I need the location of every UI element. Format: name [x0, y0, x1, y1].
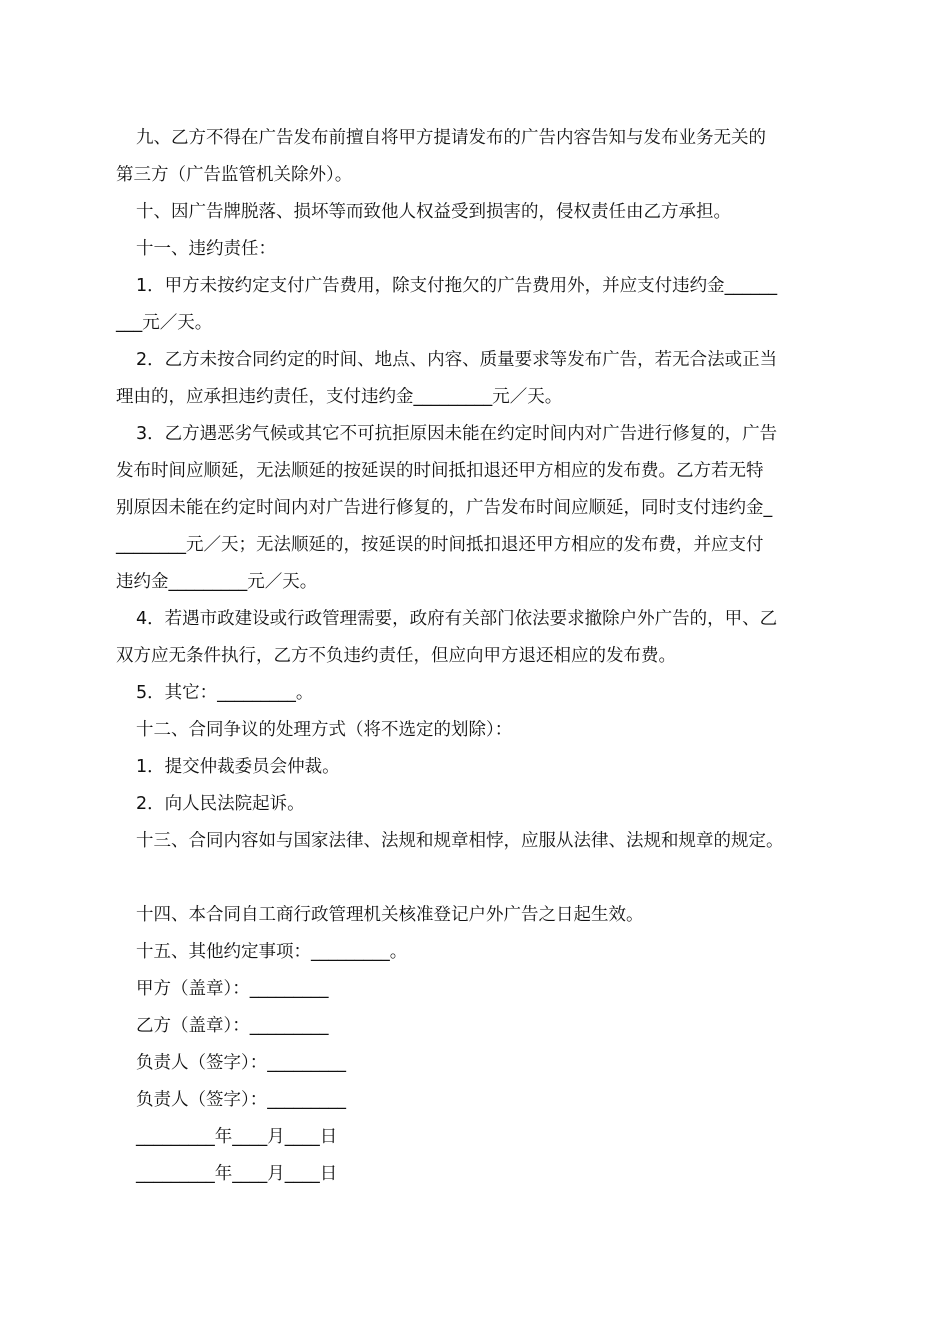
- responsible-signature-1: 负责人（签字）：_________: [136, 1053, 346, 1073]
- clause-10: 十、因广告牌脱落、损坏等而致他人权益受到损害的，侵权责任由乙方承担。: [136, 202, 731, 222]
- party-a-seal: 甲方（盖章）：_________: [136, 979, 329, 999]
- clause-11-item-2-line-1: 2．乙方未按合同约定的时间、地点、内容、质量要求等发布广告，若无合法或正当: [136, 350, 778, 370]
- responsible-signature-2: 负责人（签字）：_________: [136, 1090, 346, 1110]
- date-line-1: _________年____月____日: [136, 1127, 338, 1147]
- party-b-seal: 乙方（盖章）：_________: [136, 1016, 329, 1036]
- clause-11-item-1-line-2: ___元／天。: [116, 313, 213, 333]
- clause-11-item-3-line-5: 违约金_________元／天。: [116, 572, 318, 592]
- clause-11-heading: 十一、违约责任：: [136, 239, 276, 259]
- contract-body: [116, 120, 838, 1193]
- blank-line: [116, 860, 838, 897]
- clause-11-item-4-line-2: 双方应无条件执行，乙方不负违约责任，但应向甲方退还相应的发布费。: [116, 646, 676, 666]
- clause-11-item-2-line-2: 理由的，应承担违约责任，支付违约金_________元／天。: [116, 387, 563, 407]
- clause-11-item-4-line-1: 4．若遇市政建设或行政管理需要，政府有关部门依法要求撤除户外广告的，甲、乙: [136, 609, 778, 629]
- clause-12-item-1: 1．提交仲裁委员会仲裁。: [136, 757, 340, 777]
- date-line-2: _________年____月____日: [136, 1164, 338, 1184]
- clause-11-item-3-line-2: 发布时间应顺延，无法顺延的按延误的时间抵扣退还甲方相应的发布费。乙方若无特: [116, 461, 764, 481]
- clause-13: 十三、合同内容如与国家法律、法规和规章相悖，应服从法律、法规和规章的规定。: [136, 831, 784, 851]
- clause-11-item-5: 5．其它：_________。: [136, 683, 314, 703]
- clause-11-item-3-line-1: 3．乙方遇恶劣气候或其它不可抗拒原因未能在约定时间内对广告进行修复的，广告: [136, 424, 778, 444]
- clause-14: 十四、本合同自工商行政管理机关核准登记户外广告之日起生效。: [136, 905, 644, 925]
- clause-9-line-2: 第三方（广告监管机关除外）。: [116, 165, 353, 185]
- clause-11-item-3-line-4: ________元／天；无法顺延的，按延误的时间抵扣退还甲方相应的发布费，并应支付: [116, 535, 764, 555]
- clause-11-item-3-line-3: 别原因未能在约定时间内对广告进行修复的，广告发布时间应顺延，同时支付违约金_: [116, 498, 773, 518]
- clause-12-heading: 十二、合同争议的处理方式（将不选定的划除）：: [136, 720, 513, 740]
- clause-11-item-1-line-1: 1．甲方未按约定支付广告费用，除支付拖欠的广告费用外，并应支付违约金______: [136, 276, 778, 296]
- clause-12-item-2: 2．向人民法院起诉。: [136, 794, 305, 814]
- clause-9-line-1: 九、乙方不得在广告发布前擅自将甲方提请发布的广告内容告知与发布业务无关的: [136, 128, 766, 148]
- clause-15: 十五、其他约定事项：_________。: [136, 942, 408, 962]
